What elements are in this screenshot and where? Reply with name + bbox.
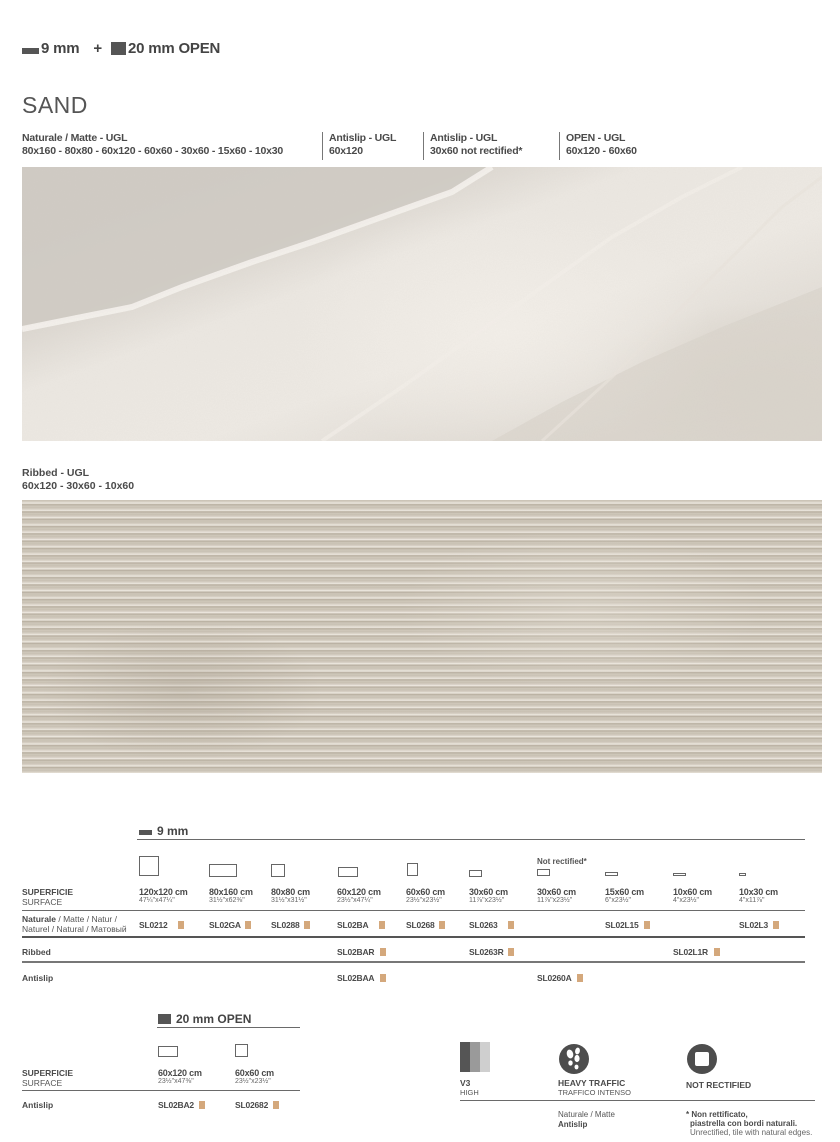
spec-naturale-finish: Naturale / Matte - UGL xyxy=(22,132,128,144)
size-inch: 11⅞"x23½" xyxy=(537,897,573,904)
code-cell xyxy=(469,947,514,957)
product-code: SL02GA xyxy=(209,920,241,930)
code-cell xyxy=(139,920,184,930)
color-chip-icon xyxy=(245,921,251,929)
tile-30x60-icon xyxy=(469,870,482,877)
size-col-1 xyxy=(139,887,188,905)
product-code: SL0212 xyxy=(139,920,168,930)
sand-stone-image xyxy=(22,167,822,441)
size-cm: 60x120 cm xyxy=(158,1068,202,1078)
row-label-antislip: Antislip xyxy=(22,973,54,983)
size-cm: 80x80 cm xyxy=(271,887,310,897)
legend-v3-sub: HIGH xyxy=(460,1088,479,1097)
size-cm: 30x60 cm xyxy=(537,887,576,897)
surface-label-it: SUPERFICIE xyxy=(22,1068,74,1078)
size-inch: 4"x11⅞" xyxy=(739,897,765,904)
product-code: SL02682 xyxy=(235,1100,269,1110)
legend-v3-title: V3 xyxy=(460,1078,471,1088)
not-rectified-footnote xyxy=(686,1110,812,1137)
color-chip-icon xyxy=(508,948,514,956)
color-chip-icon xyxy=(178,921,184,929)
color-chip-icon xyxy=(380,948,386,956)
code-cell xyxy=(406,920,445,930)
size-col-20-2 xyxy=(235,1068,274,1086)
size-inch: 11⅞"x23½" xyxy=(469,897,505,904)
size-inch: 47¼"x47¼" xyxy=(139,897,175,904)
size-inch: 6"x23½" xyxy=(605,897,631,904)
color-chip-icon xyxy=(199,1101,205,1109)
legend-heavy-traffic xyxy=(558,1079,631,1097)
footnote-line-2: piastrella con bordi naturali. xyxy=(690,1119,798,1128)
ribbed-sizes: 60x120 - 30x60 - 10x60 xyxy=(22,480,135,492)
legend-not-rectified-title: NOT RECTIFIED xyxy=(686,1080,752,1090)
row-rule xyxy=(22,936,805,938)
spec-antislip-sizes: 60x120 xyxy=(329,145,363,157)
code-cell xyxy=(337,947,386,957)
spec-antislip2-finish: Antislip - UGL xyxy=(430,132,498,144)
size-inch: 4"x23½" xyxy=(673,897,699,904)
size-inch: 23½"x23½" xyxy=(235,1078,271,1085)
color-chip-icon xyxy=(439,921,445,929)
tile-10x30-icon xyxy=(739,873,746,876)
legend-traffic-title: HEAVY TRAFFIC xyxy=(558,1078,626,1088)
tile-120x120-icon xyxy=(139,856,159,876)
footnote-line-1: * Non rettificato, xyxy=(686,1110,748,1119)
series-title: SAND xyxy=(22,92,88,118)
size-cm: 10x60 cm xyxy=(673,887,712,897)
tile-80x80-icon xyxy=(271,864,285,877)
not-rectified-note: Not rectified* xyxy=(537,857,587,866)
size-inch: 31½"x31½" xyxy=(271,897,307,904)
size-cm: 60x120 cm xyxy=(337,887,381,897)
table-9mm-rule xyxy=(137,839,805,840)
surface-label-20 xyxy=(22,1068,73,1088)
tile-15x60-icon xyxy=(605,872,618,876)
legend-rule xyxy=(460,1100,815,1101)
size-cm: 60x60 cm xyxy=(406,887,445,897)
product-code: SL0288 xyxy=(271,920,300,930)
product-code: SL0263 xyxy=(469,920,498,930)
thin-thickness-swatch-icon xyxy=(139,830,152,835)
thick-thickness-swatch-icon xyxy=(158,1014,171,1024)
color-chip-icon xyxy=(508,921,514,929)
product-code: SL0263R xyxy=(469,947,504,957)
code-cell xyxy=(235,1100,279,1110)
product-code: SL02L1R xyxy=(673,947,708,957)
table-20mm-title-text: 20 mm OPEN xyxy=(176,1012,252,1026)
tile-10x60-icon xyxy=(673,873,686,876)
surface-label xyxy=(22,887,73,907)
color-chip-icon xyxy=(273,1101,279,1109)
row-label-rest: / Matte / Natur / xyxy=(56,914,117,924)
spec-open-sizes: 60x120 - 60x60 xyxy=(566,145,637,157)
code-cell xyxy=(739,920,779,930)
size-col-10 xyxy=(739,887,778,905)
size-inch: 23½"x47⅜" xyxy=(158,1078,194,1085)
table-9mm-title xyxy=(139,824,188,838)
spec-naturale xyxy=(22,132,283,158)
code-cell xyxy=(469,920,514,930)
legend-v3 xyxy=(460,1079,479,1097)
shade-variation-v3-icon xyxy=(460,1042,490,1072)
thin-thickness-swatch-icon xyxy=(22,48,39,54)
size-col-7 xyxy=(537,887,576,905)
surface-label-en: SURFACE xyxy=(22,1078,63,1088)
code-cell xyxy=(158,1100,205,1110)
not-rectified-icon xyxy=(686,1043,718,1080)
table-9mm-title-text: 9 mm xyxy=(157,824,189,838)
size-col-2 xyxy=(209,887,253,905)
table-20mm-header-rule xyxy=(22,1090,300,1091)
spec-antislip-60x120 xyxy=(322,132,396,160)
size-cm: 10x30 cm xyxy=(739,887,778,897)
tile-80x160-icon xyxy=(209,864,237,877)
code-cell xyxy=(271,920,310,930)
color-chip-icon xyxy=(379,921,385,929)
code-cell xyxy=(673,947,720,957)
size-inch: 23½"x23½" xyxy=(406,897,442,904)
ribbed-spec xyxy=(22,467,134,493)
thick-thickness-label: 20 mm OPEN xyxy=(127,39,221,57)
product-code: SL0268 xyxy=(406,920,435,930)
tile-60x120-icon xyxy=(338,867,358,877)
product-code: SL02BAA xyxy=(337,973,375,983)
ribbed-finish: Ribbed - UGL xyxy=(22,467,90,479)
code-cell xyxy=(209,920,251,930)
size-col-8 xyxy=(605,887,644,905)
row-label-naturale xyxy=(22,914,127,934)
code-cell xyxy=(605,920,650,930)
legend-traffic-finish-1: Naturale / Matte xyxy=(558,1110,615,1119)
footnote-line-3: Unrectified, tile with natural edges. xyxy=(690,1128,813,1137)
color-chip-icon xyxy=(577,974,583,982)
thin-thickness-label: 9 mm xyxy=(41,39,80,57)
color-chip-icon xyxy=(773,921,779,929)
color-chip-icon xyxy=(714,948,720,956)
product-code: SL0260A xyxy=(537,973,572,983)
spec-naturale-sizes: 80x160 - 80x80 - 60x120 - 60x60 - 30x60 - 15x60 - 10x30 xyxy=(22,145,284,157)
spec-antislip-30x60 xyxy=(423,132,522,160)
size-col-9 xyxy=(673,887,712,905)
product-code: SL02BAR xyxy=(337,947,375,957)
product-code: SL02L15 xyxy=(605,920,639,930)
spec-antislip2-sizes: 30x60 not rectified* xyxy=(430,145,523,157)
code-cell xyxy=(537,973,583,983)
table-20mm-rule xyxy=(157,1027,300,1028)
color-chip-icon xyxy=(304,921,310,929)
product-code: SL02BA xyxy=(337,920,369,930)
size-inch: 23½"x47¼" xyxy=(337,897,373,904)
spec-open-finish: OPEN - UGL xyxy=(566,132,626,144)
row-label-ribbed: Ribbed xyxy=(22,947,51,957)
size-cm: 80x160 cm xyxy=(209,887,253,897)
size-inch: 31½"x62⅜" xyxy=(209,897,245,904)
thickness-header xyxy=(22,38,220,58)
size-cm: 120x120 cm xyxy=(139,887,188,897)
legend-traffic-sub: TRAFFICO INTENSO xyxy=(558,1088,631,1097)
size-cm: 60x60 cm xyxy=(235,1068,274,1078)
spec-antislip-finish: Antislip - UGL xyxy=(329,132,397,144)
stone-vein-texture xyxy=(22,167,822,441)
size-col-5 xyxy=(406,887,445,905)
legend-traffic-finishes xyxy=(558,1110,615,1130)
product-code: SL02BA2 xyxy=(158,1100,194,1110)
spec-open xyxy=(559,132,637,160)
size-col-20-1 xyxy=(158,1068,202,1086)
tile-60x120-icon xyxy=(158,1046,178,1057)
plus-sign: + xyxy=(93,39,102,57)
size-col-3 xyxy=(271,887,310,905)
code-cell xyxy=(337,920,385,930)
color-chip-icon xyxy=(380,974,386,982)
surface-label-it: SUPERFICIE xyxy=(22,887,74,897)
product-code: SL02L3 xyxy=(739,920,769,930)
tile-30x60-nr-icon xyxy=(537,869,550,876)
thick-thickness-swatch-icon xyxy=(111,42,126,55)
size-cm: 30x60 cm xyxy=(469,887,508,897)
size-col-6 xyxy=(469,887,508,905)
color-chip-icon xyxy=(644,921,650,929)
tile-60x60-icon xyxy=(235,1044,248,1057)
surface-label-en: SURFACE xyxy=(22,897,63,907)
code-cell xyxy=(337,973,386,983)
row-rule xyxy=(22,961,805,963)
row-label-bold: Naturale xyxy=(22,914,57,924)
legend-traffic-finish-2: Antislip xyxy=(558,1120,588,1129)
sand-ribbed-image xyxy=(22,500,822,773)
heavy-traffic-icon xyxy=(558,1043,590,1080)
table-20mm-title xyxy=(158,1012,251,1026)
table-header-rule xyxy=(22,910,805,911)
size-cm: 15x60 cm xyxy=(605,887,644,897)
row-label-rest2: Naturel / Natural / Матовый xyxy=(22,924,127,934)
tile-60x60-icon xyxy=(407,863,418,876)
size-col-4 xyxy=(337,887,381,905)
row-label-antislip-20: Antislip xyxy=(22,1100,54,1110)
